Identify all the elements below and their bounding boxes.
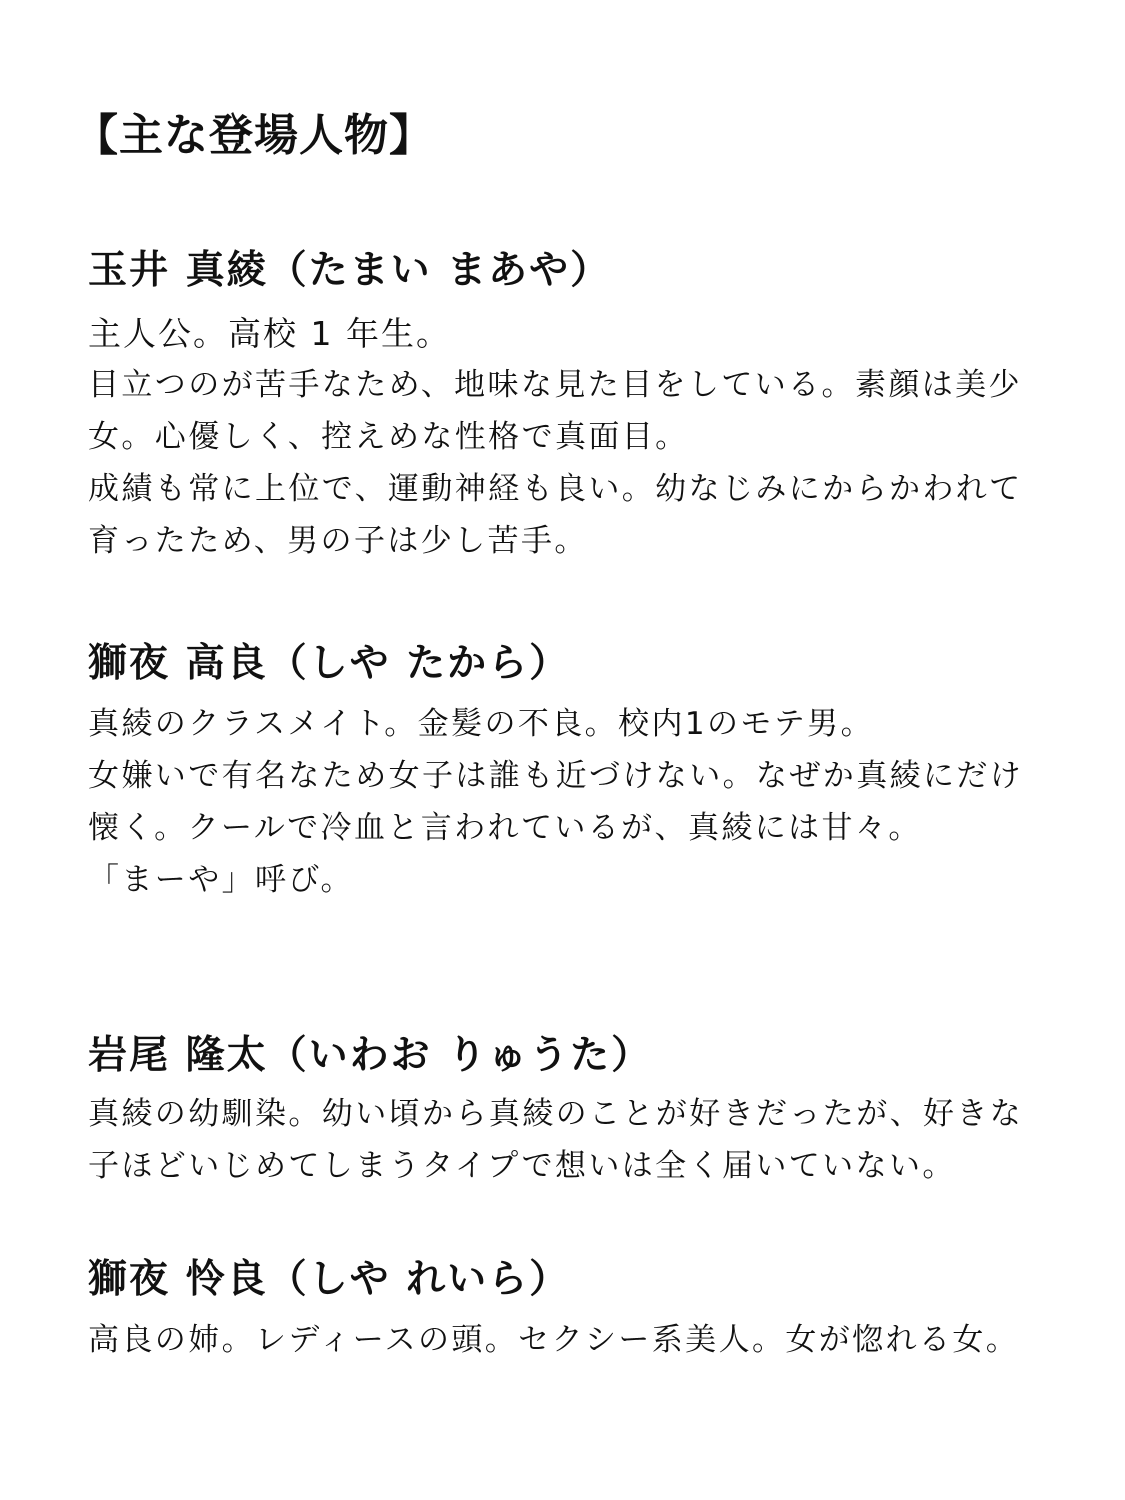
description-line: 真綾の幼馴染。幼い頃から真綾のことが好きだったが、好きな xyxy=(88,1096,1024,1132)
character-name-ryuta: 岩尾 隆太（いわお りゅうた） xyxy=(88,1033,653,1078)
description-line: 真綾のクラスメイト。金髪の不良。校内1のモテ男。 xyxy=(88,706,874,742)
character-description-reira xyxy=(88,1320,1019,1360)
character-name-takara: 獅夜 高良（しや たから） xyxy=(88,641,571,686)
description-line: 「まーや」呼び。 xyxy=(88,862,354,898)
section-heading: 【主な登場人物】 xyxy=(74,110,434,161)
description-line: 女。心優しく、控えめな性格で真面目。 xyxy=(88,419,689,455)
description-line: 成績も常に上位で、運動神経も良い。幼なじみにからかわれて xyxy=(88,471,1023,507)
description-line: 育ったため、男の子は少し苦手。 xyxy=(88,523,588,559)
character-name-reira: 獅夜 怜良（しや れいら） xyxy=(88,1257,571,1302)
description-line: 高良の姉。レディースの頭。セクシー系美人。女が惚れる女。 xyxy=(88,1322,1020,1358)
character-description-takara xyxy=(88,704,1023,900)
character-description-ryuta xyxy=(88,1094,1023,1186)
description-line: 懐く。クールで冷血と言われているが、真綾には甘々。 xyxy=(88,810,922,846)
description-line: 目立つのが苦手なため、地味な見た目をしている。素顔は美少 xyxy=(88,367,1022,403)
description-line: 主人公。高校 1 年生。 xyxy=(88,314,451,353)
character-name-mayaya: 玉井 真綾（たまい まあや） xyxy=(88,248,612,293)
character-description-mayaya xyxy=(88,314,1023,561)
description-line: 女嫌いで有名なため女子は誰も近づけない。なぜか真綾にだけ xyxy=(88,758,1024,794)
description-line: 子ほどいじめてしまうタイプで想いは全く届いていない。 xyxy=(88,1148,956,1184)
